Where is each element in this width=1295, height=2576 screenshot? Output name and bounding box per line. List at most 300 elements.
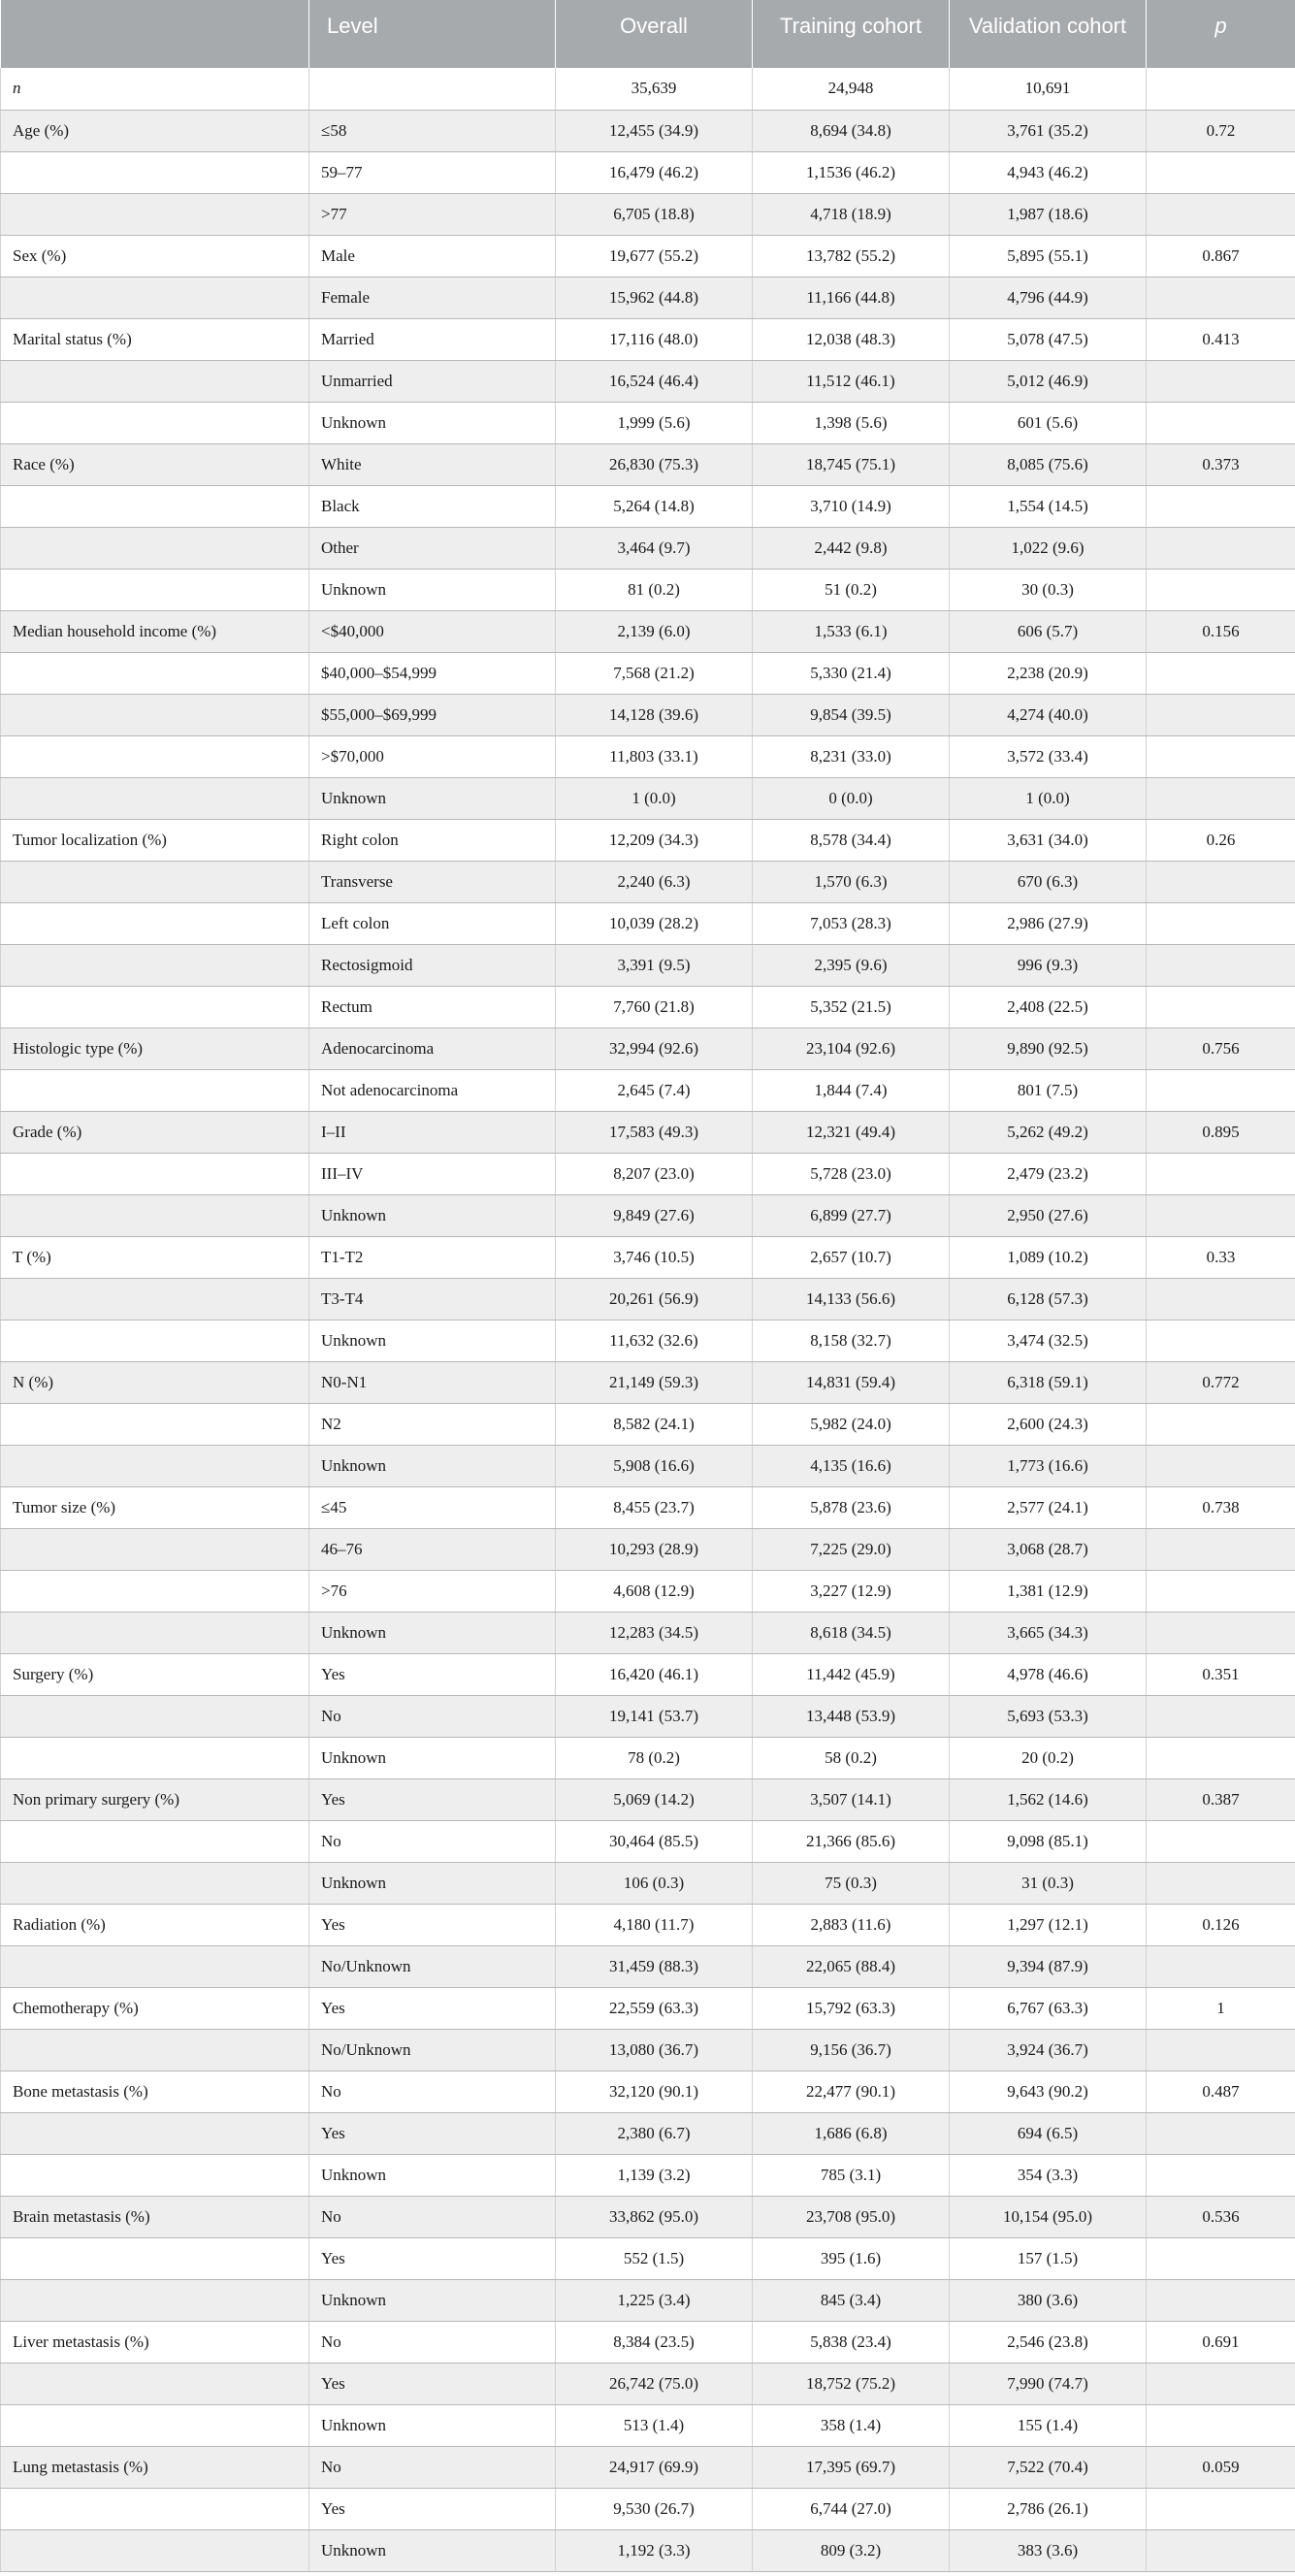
p-value-cell: 0.772 [1147,1361,1295,1403]
training-cell: 18,745 (75.1) [753,443,950,485]
variable-cell [1,652,309,694]
training-cell: 0 (0.0) [753,777,950,819]
training-cell: 13,782 (55.2) [753,235,950,277]
validation-cell: 3,474 (32.5) [950,1320,1147,1361]
validation-cell: 6,128 (57.3) [950,1278,1147,1320]
table-row [1,2529,1295,2571]
validation-cell: 3,572 (33.4) [950,735,1147,777]
overall-cell: 26,830 (75.3) [556,443,753,485]
validation-cell: 1,297 (12.1) [950,1904,1147,1945]
training-cell: 12,038 (48.3) [753,318,950,360]
variable-cell: Chemotherapy (%) [1,1987,309,2029]
validation-cell: 1,381 (12.9) [950,1570,1147,1612]
table-row [1,193,1295,235]
p-value-cell [1147,1528,1295,1570]
level-cell: Yes [309,1778,556,1820]
overall-cell: 1,999 (5.6) [556,402,753,443]
overall-cell: 6,705 (18.8) [556,193,753,235]
overall-cell: 2,139 (6.0) [556,610,753,652]
training-cell: 75 (0.3) [753,1862,950,1904]
p-value-cell [1147,1445,1295,1486]
level-cell: Yes [309,1904,556,1945]
table-row [1,1904,1295,1945]
header-overall: Overall [556,0,753,68]
variable-cell [1,402,309,443]
validation-cell: 2,238 (20.9) [950,652,1147,694]
variable-cell [1,1570,309,1612]
variable-cell: Race (%) [1,443,309,485]
overall-cell: 3,746 (10.5) [556,1236,753,1278]
p-value-cell [1147,986,1295,1027]
validation-cell: 383 (3.6) [950,2529,1147,2571]
p-value-cell [1147,1403,1295,1445]
table-row [1,1069,1295,1111]
variable-cell: Sex (%) [1,235,309,277]
table-row [1,1403,1295,1445]
overall-cell: 3,464 (9.7) [556,527,753,569]
table-row [1,68,1295,110]
level-cell: 59–77 [309,151,556,193]
table-row [1,1486,1295,1528]
validation-cell: 7,990 (74.7) [950,2363,1147,2404]
variable-cell: Bone metastasis (%) [1,2071,309,2112]
table-row [1,1570,1295,1612]
p-value-cell [1147,777,1295,819]
level-cell: Unknown [309,1862,556,1904]
table-row [1,360,1295,402]
validation-cell: 1,089 (10.2) [950,1236,1147,1278]
overall-cell: 3,391 (9.5) [556,944,753,986]
validation-cell: 9,394 (87.9) [950,1945,1147,1987]
validation-cell: 31 (0.3) [950,1862,1147,1904]
validation-cell: 3,665 (34.3) [950,1612,1147,1653]
level-cell: Yes [309,2488,556,2529]
table-row [1,1361,1295,1403]
overall-cell: 12,209 (34.3) [556,819,753,861]
training-cell: 1,398 (5.6) [753,402,950,443]
overall-cell: 21,149 (59.3) [556,1361,753,1403]
p-value-cell [1147,2529,1295,2571]
p-value-cell [1147,2154,1295,2196]
table-row [1,2446,1295,2488]
table-row [1,819,1295,861]
validation-cell: 2,577 (24.1) [950,1486,1147,1528]
level-cell: Transverse [309,861,556,902]
variable-cell [1,1069,309,1111]
level-cell: Unknown [309,2529,556,2571]
training-cell: 8,158 (32.7) [753,1320,950,1361]
table-row [1,1194,1295,1236]
p-value-cell [1147,2404,1295,2446]
table-row [1,986,1295,1027]
p-value-cell [1147,652,1295,694]
level-cell: Black [309,485,556,527]
training-cell: 1,570 (6.3) [753,861,950,902]
table-row [1,1653,1295,1695]
level-cell: Other [309,527,556,569]
table-row [1,2488,1295,2529]
variable-cell [1,277,309,318]
table-row [1,1695,1295,1737]
p-value-cell [1147,485,1295,527]
training-cell: 358 (1.4) [753,2404,950,2446]
training-cell: 18,752 (75.2) [753,2363,950,2404]
variable-cell [1,1862,309,1904]
training-cell: 7,225 (29.0) [753,1528,950,1570]
validation-cell: 2,408 (22.5) [950,986,1147,1027]
variable-cell: Lung metastasis (%) [1,2446,309,2488]
training-cell: 23,708 (95.0) [753,2196,950,2237]
level-cell: No/Unknown [309,2029,556,2071]
level-cell: <$40,000 [309,610,556,652]
level-cell: Yes [309,1987,556,2029]
table-row [1,861,1295,902]
level-cell: 46–76 [309,1528,556,1570]
table-row [1,235,1295,277]
table-row [1,402,1295,443]
table-row [1,2279,1295,2321]
p-value-cell [1147,2029,1295,2071]
p-value-cell: 0.72 [1147,110,1295,151]
training-cell: 395 (1.6) [753,2237,950,2279]
variable-cell [1,694,309,735]
training-cell: 11,166 (44.8) [753,277,950,318]
overall-cell: 8,207 (23.0) [556,1153,753,1194]
p-value-cell [1147,2279,1295,2321]
validation-cell: 354 (3.3) [950,2154,1147,2196]
level-cell: Unknown [309,1737,556,1778]
overall-cell: 17,583 (49.3) [556,1111,753,1153]
overall-cell: 1,139 (3.2) [556,2154,753,2196]
table-row [1,1612,1295,1653]
variable-cell: Marital status (%) [1,318,309,360]
training-cell: 14,133 (56.6) [753,1278,950,1320]
variable-cell: Radiation (%) [1,1904,309,1945]
validation-cell: 3,631 (34.0) [950,819,1147,861]
training-cell: 8,231 (33.0) [753,735,950,777]
overall-cell: 15,962 (44.8) [556,277,753,318]
validation-cell: 9,890 (92.5) [950,1027,1147,1069]
level-cell: Unknown [309,2154,556,2196]
level-cell: No [309,1820,556,1862]
p-value-cell [1147,902,1295,944]
overall-cell: 5,908 (16.6) [556,1445,753,1486]
table-row [1,902,1295,944]
header-validation: Validation cohort [950,0,1147,68]
level-cell: ≤45 [309,1486,556,1528]
p-value-cell [1147,1820,1295,1862]
variable-cell: Brain metastasis (%) [1,2196,309,2237]
table-row [1,1320,1295,1361]
p-value-cell: 0.413 [1147,318,1295,360]
header-row [1,0,1295,68]
overall-cell: 1,225 (3.4) [556,2279,753,2321]
validation-cell: 2,950 (27.6) [950,1194,1147,1236]
variable-cell: Liver metastasis (%) [1,2321,309,2363]
variable-cell [1,902,309,944]
validation-cell: 30 (0.3) [950,569,1147,610]
table-row [1,1236,1295,1278]
variable-cell [1,1612,309,1653]
validation-cell: 996 (9.3) [950,944,1147,986]
overall-cell: 4,608 (12.9) [556,1570,753,1612]
table-row [1,694,1295,735]
p-value-cell: 0.33 [1147,1236,1295,1278]
training-cell: 809 (3.2) [753,2529,950,2571]
p-value-cell [1147,1862,1295,1904]
validation-cell: 801 (7.5) [950,1069,1147,1111]
table-row [1,318,1295,360]
table-row [1,2196,1295,2237]
level-cell: Unknown [309,777,556,819]
overall-cell: 10,293 (28.9) [556,1528,753,1570]
level-cell: Unknown [309,402,556,443]
training-cell: 6,899 (27.7) [753,1194,950,1236]
level-cell: Female [309,277,556,318]
variable-cell: n [1,68,309,110]
overall-cell: 26,742 (75.0) [556,2363,753,2404]
variable-cell [1,2154,309,2196]
p-value-cell [1147,2112,1295,2154]
overall-cell: 16,479 (46.2) [556,151,753,193]
level-cell: >$70,000 [309,735,556,777]
variable-cell [1,777,309,819]
table-header [1,0,1295,68]
variable-cell [1,527,309,569]
level-cell: Unknown [309,2279,556,2321]
training-cell: 1,533 (6.1) [753,610,950,652]
training-cell: 8,618 (34.5) [753,1612,950,1653]
validation-cell: 9,643 (90.2) [950,2071,1147,2112]
validation-cell: 2,479 (23.2) [950,1153,1147,1194]
p-value-cell: 0.373 [1147,443,1295,485]
validation-cell: 2,786 (26.1) [950,2488,1147,2529]
training-cell: 5,982 (24.0) [753,1403,950,1445]
p-value-cell [1147,360,1295,402]
overall-cell: 17,116 (48.0) [556,318,753,360]
training-cell: 58 (0.2) [753,1737,950,1778]
table-row [1,2154,1295,2196]
header-p-value: p [1147,0,1295,68]
training-cell: 2,883 (11.6) [753,1904,950,1945]
validation-cell: 4,796 (44.9) [950,277,1147,318]
variable-cell [1,2488,309,2529]
variable-cell [1,1445,309,1486]
training-cell: 21,366 (85.6) [753,1820,950,1862]
level-cell: >76 [309,1570,556,1612]
overall-cell: 7,760 (21.8) [556,986,753,1027]
overall-cell: 16,420 (46.1) [556,1653,753,1695]
variable-cell [1,1528,309,1570]
overall-cell: 106 (0.3) [556,1862,753,1904]
p-value-cell: 0.26 [1147,819,1295,861]
level-cell: No [309,2196,556,2237]
p-value-cell [1147,527,1295,569]
level-cell: Adenocarcinoma [309,1027,556,1069]
table-row [1,569,1295,610]
table-row [1,277,1295,318]
variable-cell [1,735,309,777]
overall-cell: 22,559 (63.3) [556,1987,753,2029]
p-value-cell [1147,68,1295,110]
validation-cell: 6,318 (59.1) [950,1361,1147,1403]
level-cell: White [309,443,556,485]
p-value-cell: 0.126 [1147,1904,1295,1945]
training-cell: 2,395 (9.6) [753,944,950,986]
level-cell: $55,000–$69,999 [309,694,556,735]
validation-cell: 6,767 (63.3) [950,1987,1147,2029]
p-value-cell: 0.059 [1147,2446,1295,2488]
variable-cell: T (%) [1,1236,309,1278]
overall-cell: 20,261 (56.9) [556,1278,753,1320]
table-row [1,944,1295,986]
variable-cell [1,1320,309,1361]
table-row [1,1862,1295,1904]
training-cell: 785 (3.1) [753,2154,950,2196]
overall-cell: 11,803 (33.1) [556,735,753,777]
overall-cell: 2,240 (6.3) [556,861,753,902]
variable-cell [1,1194,309,1236]
variable-cell [1,2279,309,2321]
p-value-cell: 0.895 [1147,1111,1295,1153]
table-row [1,2237,1295,2279]
training-cell: 3,507 (14.1) [753,1778,950,1820]
variable-cell [1,2029,309,2071]
overall-cell: 9,530 (26.7) [556,2488,753,2529]
level-cell: No [309,1695,556,1737]
p-value-cell: 0.756 [1147,1027,1295,1069]
variable-cell [1,1403,309,1445]
level-cell: $40,000–$54,999 [309,652,556,694]
overall-cell: 16,524 (46.4) [556,360,753,402]
training-cell: 1,1536 (46.2) [753,151,950,193]
header-variable [1,0,309,68]
training-cell: 14,831 (59.4) [753,1361,950,1403]
validation-cell: 5,895 (55.1) [950,235,1147,277]
level-cell: Yes [309,2237,556,2279]
p-value-cell: 0.738 [1147,1486,1295,1528]
level-cell: Unknown [309,2404,556,2446]
p-value-cell: 0.487 [1147,2071,1295,2112]
p-value-cell [1147,1278,1295,1320]
overall-cell: 12,455 (34.9) [556,110,753,151]
variable-cell [1,193,309,235]
level-cell: Unknown [309,569,556,610]
training-cell: 4,718 (18.9) [753,193,950,235]
p-value-cell [1147,1945,1295,1987]
p-value-cell: 0.387 [1147,1778,1295,1820]
p-value-cell [1147,1069,1295,1111]
header-training: Training cohort [753,0,950,68]
training-cell: 15,792 (63.3) [753,1987,950,2029]
variable-cell: Grade (%) [1,1111,309,1153]
overall-cell: 552 (1.5) [556,2237,753,2279]
validation-cell: 1,554 (14.5) [950,485,1147,527]
training-cell: 1,844 (7.4) [753,1069,950,1111]
table-row [1,2029,1295,2071]
overall-cell: 1,192 (3.3) [556,2529,753,2571]
overall-cell: 32,994 (92.6) [556,1027,753,1069]
level-cell: III–IV [309,1153,556,1194]
training-cell: 7,053 (28.3) [753,902,950,944]
training-cell: 12,321 (49.4) [753,1111,950,1153]
table-row [1,110,1295,151]
training-cell: 845 (3.4) [753,2279,950,2321]
variable-cell: N (%) [1,1361,309,1403]
variable-cell [1,569,309,610]
level-cell: Unknown [309,1320,556,1361]
p-value-cell: 0.867 [1147,235,1295,277]
p-value-cell [1147,1153,1295,1194]
overall-cell: 2,645 (7.4) [556,1069,753,1111]
level-cell: No [309,2071,556,2112]
table-row [1,485,1295,527]
variable-cell: Tumor size (%) [1,1486,309,1528]
variable-cell [1,2529,309,2571]
level-cell: Unmarried [309,360,556,402]
validation-cell: 1,773 (16.6) [950,1445,1147,1486]
overall-cell: 10,039 (28.2) [556,902,753,944]
training-cell: 3,710 (14.9) [753,485,950,527]
variable-cell: Age (%) [1,110,309,151]
p-value-cell [1147,694,1295,735]
overall-cell: 81 (0.2) [556,569,753,610]
variable-cell [1,1278,309,1320]
training-cell: 11,442 (45.9) [753,1653,950,1695]
validation-cell: 5,262 (49.2) [950,1111,1147,1153]
variable-cell [1,485,309,527]
table-row [1,1278,1295,1320]
level-cell: No [309,2321,556,2363]
variable-cell [1,986,309,1027]
training-cell: 4,135 (16.6) [753,1445,950,1486]
variable-cell: Tumor localization (%) [1,819,309,861]
p-value-cell: 0.691 [1147,2321,1295,2363]
overall-cell: 19,677 (55.2) [556,235,753,277]
validation-cell: 3,068 (28.7) [950,1528,1147,1570]
training-cell: 5,330 (21.4) [753,652,950,694]
level-cell: >77 [309,193,556,235]
variable-cell [1,2112,309,2154]
table-row [1,2404,1295,2446]
training-cell: 24,948 [753,68,950,110]
variable-cell [1,2404,309,2446]
training-cell: 2,657 (10.7) [753,1236,950,1278]
training-cell: 5,352 (21.5) [753,986,950,1027]
p-value-cell: 0.351 [1147,1653,1295,1695]
table-row [1,2363,1295,2404]
variable-cell [1,1737,309,1778]
validation-cell: 4,978 (46.6) [950,1653,1147,1695]
p-value-cell [1147,1320,1295,1361]
overall-cell: 24,917 (69.9) [556,2446,753,2488]
p-value-cell [1147,569,1295,610]
validation-cell: 1 (0.0) [950,777,1147,819]
level-cell: Not adenocarcinoma [309,1069,556,1111]
p-value-cell: 0.536 [1147,2196,1295,2237]
validation-cell: 1,562 (14.6) [950,1778,1147,1820]
validation-cell: 157 (1.5) [950,2237,1147,2279]
level-cell [309,68,556,110]
validation-cell: 1,022 (9.6) [950,527,1147,569]
level-cell: Male [309,235,556,277]
validation-cell: 10,154 (95.0) [950,2196,1147,2237]
overall-cell: 513 (1.4) [556,2404,753,2446]
validation-cell: 4,274 (40.0) [950,694,1147,735]
table-row [1,1945,1295,1987]
p-value-cell [1147,1695,1295,1737]
training-cell: 22,065 (88.4) [753,1945,950,1987]
